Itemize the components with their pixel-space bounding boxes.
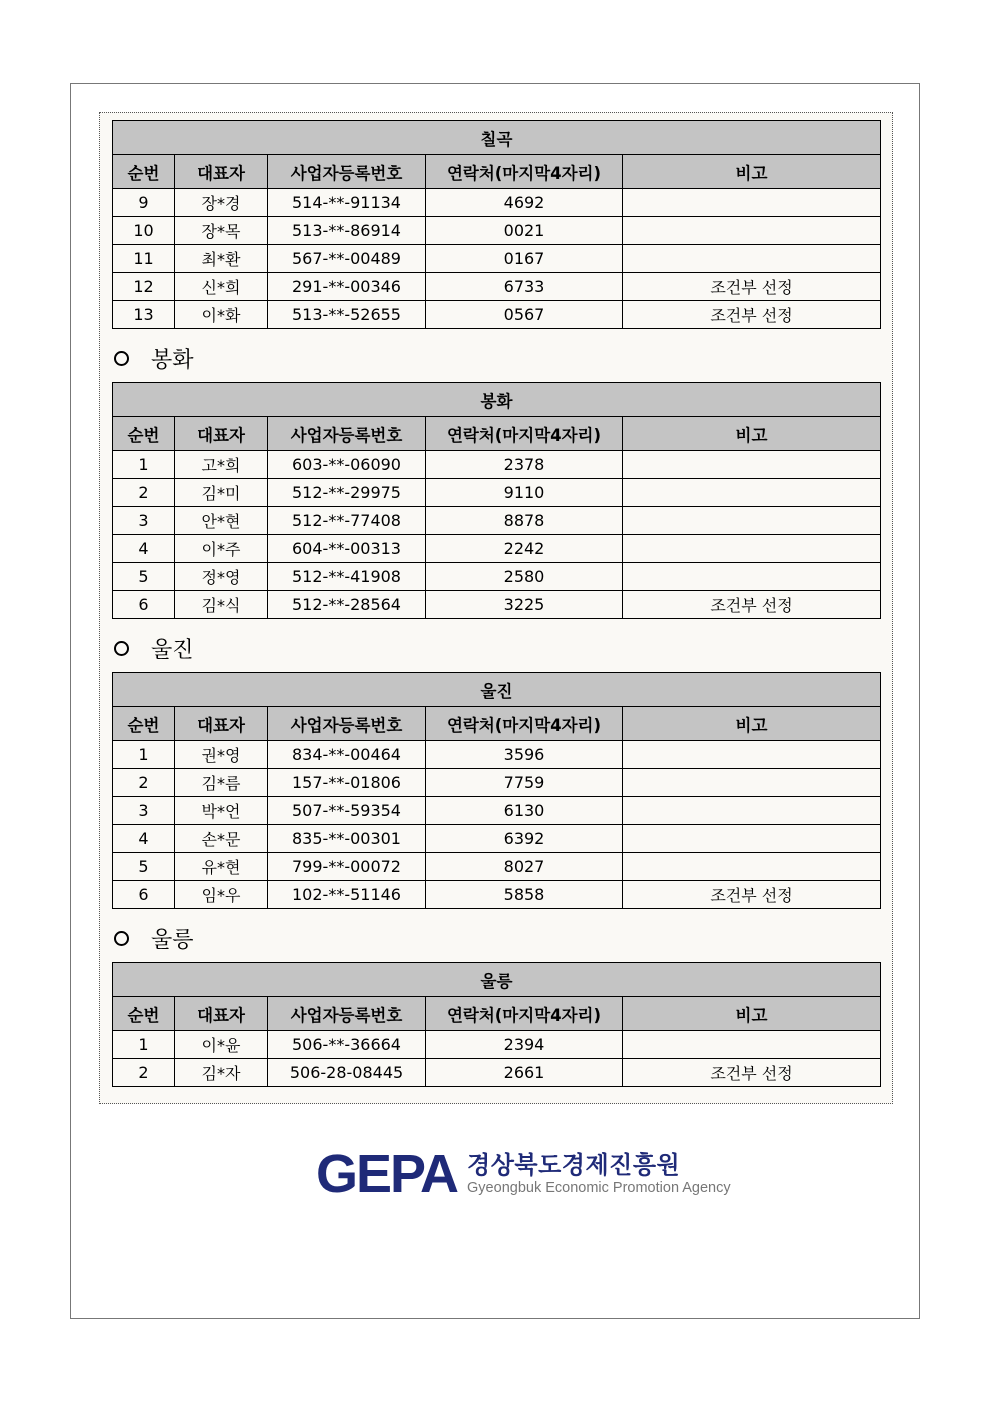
cell-rep: 김*름 [175,769,268,797]
agency-korean-name: 경상북도경제진흥원 [467,1151,681,1179]
section-heading-label: 봉화 [151,347,194,373]
cell-note [623,853,881,881]
cell-contact: 6130 [426,797,623,825]
table-row [113,479,881,507]
cell-contact: 2661 [426,1059,623,1087]
circle-bullet-icon [114,641,129,656]
cell-bizno: 157-**-01806 [268,769,426,797]
cell-note [623,825,881,853]
cell-rep: 장*목 [175,217,268,245]
cell-rep: 유*현 [175,853,268,881]
cell-rep: 박*언 [175,797,268,825]
col-header-contact: 연락처(마지막4자리) [426,707,623,741]
table-title: 칠곡 [113,121,881,155]
table-chilgok [112,120,881,329]
table-row [113,535,881,563]
cell-no: 9 [113,189,175,217]
cell-contact: 0021 [426,217,623,245]
cell-rep: 고*희 [175,451,268,479]
cell-contact: 3596 [426,741,623,769]
table-row [113,797,881,825]
table-row [113,825,881,853]
cell-rep: 신*희 [175,273,268,301]
table-row [113,591,881,619]
cell-bizno: 512-**-29975 [268,479,426,507]
cell-rep: 장*경 [175,189,268,217]
cell-note: 조건부 선정 [623,301,881,329]
section-heading-uljin [112,633,194,663]
cell-bizno: 512-**-41908 [268,563,426,591]
cell-note: 조건부 선정 [623,591,881,619]
cell-bizno: 514-**-91134 [268,189,426,217]
circle-bullet-icon [114,351,129,366]
table-row [113,563,881,591]
cell-bizno: 102-**-51146 [268,881,426,909]
table-row [113,273,881,301]
col-header-bizno: 사업자등록번호 [268,707,426,741]
cell-contact: 8027 [426,853,623,881]
cell-rep: 이*주 [175,535,268,563]
cell-no: 11 [113,245,175,273]
cell-rep: 김*자 [175,1059,268,1087]
table-title: 울진 [113,673,881,707]
table-row [113,451,881,479]
table-bonghwa [112,382,881,619]
cell-no: 1 [113,741,175,769]
cell-contact: 8878 [426,507,623,535]
cell-note [623,189,881,217]
circle-bullet-icon [114,931,129,946]
cell-contact: 2378 [426,451,623,479]
cell-rep: 이*윤 [175,1031,268,1059]
cell-note: 조건부 선정 [623,1059,881,1087]
cell-contact: 0167 [426,245,623,273]
table-row [113,217,881,245]
table-row [113,741,881,769]
col-header-note: 비고 [623,417,881,451]
cell-bizno: 567-**-00489 [268,245,426,273]
col-header-rep: 대표자 [175,707,268,741]
cell-note [623,1031,881,1059]
col-header-contact: 연락처(마지막4자리) [426,997,623,1031]
table-row [113,853,881,881]
gepa-logo [316,1144,731,1204]
cell-bizno: 291-**-00346 [268,273,426,301]
cell-contact: 5858 [426,881,623,909]
cell-bizno: 506-28-08445 [268,1059,426,1087]
cell-no: 4 [113,825,175,853]
cell-note [623,245,881,273]
cell-contact: 0567 [426,301,623,329]
cell-bizno: 835-**-00301 [268,825,426,853]
cell-bizno: 834-**-00464 [268,741,426,769]
cell-note [623,563,881,591]
col-header-no: 순번 [113,417,175,451]
cell-contact: 4692 [426,189,623,217]
cell-bizno: 603-**-06090 [268,451,426,479]
cell-contact: 9110 [426,479,623,507]
cell-bizno: 604-**-00313 [268,535,426,563]
cell-note [623,451,881,479]
cell-no: 5 [113,563,175,591]
table-row [113,507,881,535]
cell-bizno: 513-**-86914 [268,217,426,245]
section-heading-label: 울릉 [151,927,194,953]
col-header-contact: 연락처(마지막4자리) [426,417,623,451]
cell-note: 조건부 선정 [623,881,881,909]
cell-note [623,479,881,507]
gepa-logo-mark [316,1144,458,1204]
cell-note [623,769,881,797]
cell-note [623,217,881,245]
table-row [113,1059,881,1087]
col-header-note: 비고 [623,155,881,189]
cell-rep: 손*문 [175,825,268,853]
cell-no: 1 [113,451,175,479]
col-header-rep: 대표자 [175,155,268,189]
col-header-bizno: 사업자등록번호 [268,417,426,451]
col-header-note: 비고 [623,997,881,1031]
cell-bizno: 506-**-36664 [268,1031,426,1059]
col-header-rep: 대표자 [175,997,268,1031]
cell-no: 3 [113,507,175,535]
cell-contact: 6392 [426,825,623,853]
section-heading-label: 울진 [151,637,194,663]
col-header-contact: 연락처(마지막4자리) [426,155,623,189]
cell-contact: 2394 [426,1031,623,1059]
cell-note: 조건부 선정 [623,273,881,301]
cell-bizno: 512-**-77408 [268,507,426,535]
cell-note [623,741,881,769]
table-row [113,881,881,909]
table-title: 울릉 [113,963,881,997]
cell-no: 4 [113,535,175,563]
cell-no: 5 [113,853,175,881]
cell-rep: 최*환 [175,245,268,273]
cell-no: 6 [113,591,175,619]
cell-no: 3 [113,797,175,825]
col-header-note: 비고 [623,707,881,741]
cell-rep: 권*영 [175,741,268,769]
col-header-no: 순번 [113,997,175,1031]
cell-no: 12 [113,273,175,301]
cell-bizno: 799-**-00072 [268,853,426,881]
table-row [113,189,881,217]
col-header-bizno: 사업자등록번호 [268,155,426,189]
cell-no: 6 [113,881,175,909]
cell-no: 2 [113,1059,175,1087]
cell-rep: 김*미 [175,479,268,507]
table-row [113,769,881,797]
table-row [113,301,881,329]
cell-rep: 김*식 [175,591,268,619]
cell-no: 2 [113,769,175,797]
col-header-no: 순번 [113,707,175,741]
cell-contact: 2242 [426,535,623,563]
cell-bizno: 512-**-28564 [268,591,426,619]
cell-rep: 안*현 [175,507,268,535]
cell-no: 10 [113,217,175,245]
cell-no: 1 [113,1031,175,1059]
table-row [113,245,881,273]
cell-rep: 이*화 [175,301,268,329]
cell-rep: 정*영 [175,563,268,591]
cell-note [623,535,881,563]
table-row [113,1031,881,1059]
cell-rep: 임*우 [175,881,268,909]
table-title: 봉화 [113,383,881,417]
cell-bizno: 507-**-59354 [268,797,426,825]
gepa-logo-text [467,1151,731,1197]
cell-contact: 7759 [426,769,623,797]
table-ulleung [112,962,881,1087]
cell-contact: 6733 [426,273,623,301]
col-header-rep: 대표자 [175,417,268,451]
table-uljin [112,672,881,909]
col-header-no: 순번 [113,155,175,189]
cell-bizno: 513-**-52655 [268,301,426,329]
gepa-logo-letters: GEPA [316,1144,458,1204]
cell-contact: 3225 [426,591,623,619]
cell-no: 13 [113,301,175,329]
cell-contact: 2580 [426,563,623,591]
section-heading-bonghwa [112,343,194,373]
col-header-bizno: 사업자등록번호 [268,997,426,1031]
agency-english-name: Gyeongbuk Economic Promotion Agency [467,1180,731,1196]
cell-note [623,797,881,825]
cell-no: 2 [113,479,175,507]
section-heading-ulleung [112,923,194,953]
cell-note [623,507,881,535]
